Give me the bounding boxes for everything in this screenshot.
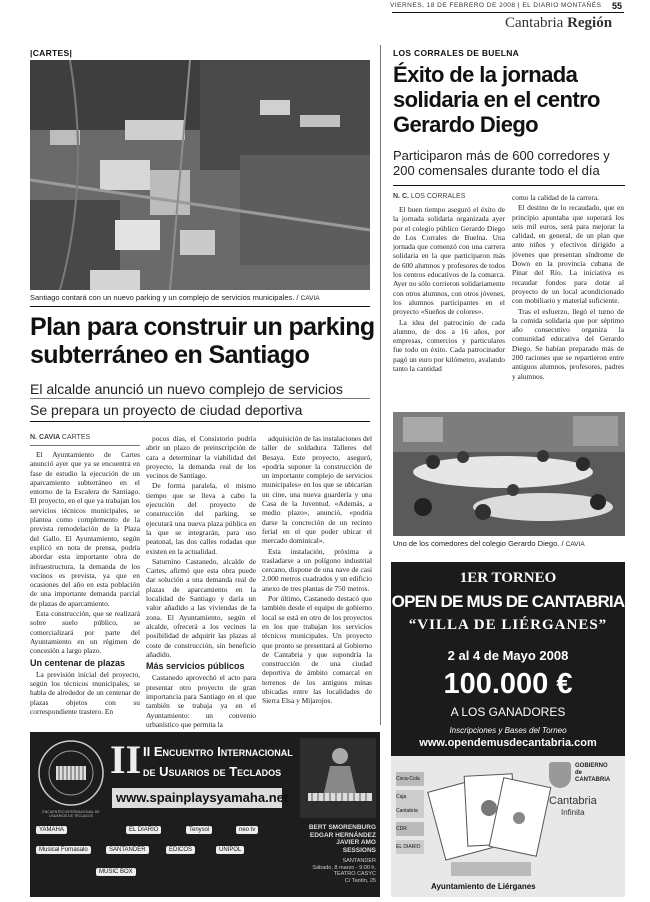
keyboard-meeting-ad[interactable] [30,732,380,897]
left-sub-rule [30,398,370,399]
encuentro-seal-badge [36,738,106,808]
left-subheadline-1: El alcalde anunció un nuevo complejo de servicios [30,381,343,397]
keyboard-artists: BERT SMORENBURG EDGAR HERNÁNDEZ JAVIER AMO SESSIONS [308,824,376,854]
left-byline-rule [30,445,140,446]
left-sub-rule-2 [30,421,370,422]
left-kicker: |CARTES| [30,48,73,58]
subhead-centenar: Un centenar de plazas [30,657,126,668]
mus-dates: 2 al 4 de Mayo 2008 [447,648,569,663]
sponsor-logo: Tenysol [186,826,212,834]
left-byline: N. CAVIA CARTES [30,434,91,441]
mus-registration: Inscripciones y Bases del Torneo [449,726,567,735]
sponsor-logo-grid [36,826,286,892]
mus-edition: 1ER TORNEO [459,570,557,586]
left-caption-rule [30,306,370,307]
paragraph: Tras el esfuerzo, llegó el turno de la comida solidaria que por séptimo año consecutivo organiza la comunidad educativa del Gerardo Diego. Se habían preparado más de 200 raciones que se repartieron entre antiguos alumnos, profesores, padres y alumnos. [512,306,624,381]
paragraph: De forma paralela, el mismo tiempo que se lleva a cabo la ejecución del proyecto de construcción del parking, se ejecutará una nueva plaza pública en la que se integrarán, para uso peatonal, las dos calles rodadas que existen en la actualidad. [146,481,256,556]
left-headline: Plan para construir un parking subterráneo en Santiago [30,313,375,369]
paragraph: El Ayuntamiento de Cartes anunció ayer que ya se encuentra en fase de estudio la ejecución de un aparcamiento subterráneo en el entorno de la Escalera de Santiago. El proyecto, en el que ya trabajan los servicios técnicos municipales, se plantea como complemento de la prevista remodelación de la Plaza del Gallo. El Ayuntamiento, según explicó en nota de prensa, podría abordar esta importante obra de infraestructura, la demanda de los vecinos es prevista, ya que en ocasiones del año en esta población de una importante demanda parcial de plazas de aparcamiento. [30,450,140,608]
right-col-1 [393,205,505,405]
playing-cards-illustration [431,770,551,885]
roman-two-numeral: II [110,737,142,782]
date-line: VIERNES, 18 DE FEBRERO DE 2008 | EL DIARIO MONTAÑÉS [390,2,602,9]
paragraph: Esta instalación, próxima a trasladarse a un polígono industrial cercano, dispone de una nave de casi 2.000 metros cuadrados y un edificio anexo de tres plantas de 750 metros. [262,546,372,593]
left-subheadline-2: Se prepara un proyecto de ciudad deportiva [30,402,303,418]
paragraph: El destino de lo recaudado, que en principio apuntaba que superará los seis mil euros, será para mejorar la calidad, en general, de un plan que ante niños y efectivos dirigido a jóvenes que presentan síndrome de Down en la provincia cubana de Pinar del Río. La iniciativa es recaudar fondos para dotar al proyecto de un local acondicionado con mobiliario y material suficiente. [512,203,624,306]
sponsor-logo: Musical Fornasalo [36,846,91,854]
mus-prize: 100.000 € [443,668,573,700]
keyboard-line-2: de Usuarios de Teclados [143,764,282,779]
right-photo-caption: Uno de los comedores del colegio Gerardo Diego. / CAVIA [393,539,585,548]
section-title-light: Cantabria [505,15,564,31]
left-col-3 [262,434,372,724]
sponsor-logo: EL DIARIO [126,826,161,834]
right-kicker: LOS CORRALES DE BUELNA [393,48,520,58]
right-headline: Éxito de la jornada solidaria en el centro Gerardo Diego [393,62,600,137]
mus-sponsor-column: Coca-Cola Caja Cantabria CDR EL DIARIO [396,772,424,854]
header-rule [392,12,624,13]
section-title-bold: Región [567,15,613,31]
keyboard-url[interactable]: www.spainplaysyamaha.net [116,790,289,805]
gov-label: GOBIERNO de CANTABRIA [575,763,611,783]
sponsor-logo: MUSIC BOX [96,868,136,876]
paragraph: pocos días, el Consistorio podría abrir un plazo de preinscripción de cara a determinar la viabilidad del proyecto, la demanda real de los vecinos de Santiago. [146,434,256,481]
paragraph: Esta construcción, que se realizará sobre suelo público, se comercializará por parte del Ayuntamiento en un régimen de concesión a largo plazo. [30,609,140,656]
sponsor-logo: SANTANDER [106,846,149,854]
paragraph: Saturnino Castanedo, alcalde de Cartes, afirmó que esta obra puede dar solución a una demanda real de plazas de aparcamiento en la localidad de Santiago y daría un valor añadido a las viviendas de la zona. El Ayuntamiento, según el alcalde, ofrecerá a los vecinos la posibilidad de adquirir las plazas al coste de construcción, sin beneficio añadido. [146,556,256,659]
cantabria-brand-2: Infinita [561,808,585,817]
mus-prize-sub: A LOS GANADORES [450,705,566,719]
dining-hall-photo [393,412,625,536]
mus-town: Ayuntamiento de Liérganes [431,882,536,891]
coat-of-arms-icon [549,762,571,788]
paragraph: La idea del patrocinio de cada alumno, de dos a 16 años, por empresas, comercios y particulares fue todo un éxito. Cada patrocinador pagó un euro por kilómetro, avalando tanto la cantidad [393,317,505,374]
right-byline: N. C. LOS CORRALES [393,193,466,200]
cantabria-brand: Cantabria [549,795,597,807]
pianist-illustration [300,738,376,818]
keyboard-line-1: II Encuentro Internacional [143,744,293,759]
column-divider [380,45,381,725]
left-col-1 [30,450,140,725]
mus-subtitle: “VILLA DE LIÉRGANES” [408,617,608,633]
left-photo-caption: Santiago contará con un nuevo parking y un complejo de servicios municipales. / CAVIA [30,293,320,302]
paragraph: Castanedo aprovechó el acto para presentar otro proyecto de gran importancia para Santiago en el que también se trabaja ya en el Ayuntamiento: un convenio urbanístico que permita la [146,673,256,729]
paragraph: adquisición de las instalaciones del taller de soldadura Talleres del Besaya. Este proyecto, aseguró, «podría suponer la construcción de un importante complejo de servicios municipales» en los que se ubicarían un cine, una nueva guardería y una Casa de la Juventud. «Además, a medio plazo», anunció, «podría darse la concreción de un recinto ferial en el que poder ubicar el mercado dominical». [262,434,372,546]
mus-tournament-ad[interactable] [391,562,625,897]
mus-url[interactable]: www.opendemusdecantabria.com [419,737,597,749]
page-number: 55 [612,1,623,11]
left-col-2 [146,434,256,729]
dining-hall-image [393,412,625,536]
paragraph: Por último, Castanedo destacó que también desde el equipo de gobierno local se está en otro de los proyectos en los que trabajan los servicios técnicos municipales. Un proyecto que pronto se presentará al Gobierno de Cantabria y que supondría la construcción de una ciudad deportiva de ámbito comarcal en terrenos de los antiguos minas ubicadas entre las localidades de Sierra Elsa y Mijarojos. [262,594,372,706]
section-title [505,15,612,32]
sponsor-logo: neo tv [236,826,258,834]
keyboard-venue: SANTANDER Sábado, 8 marzo - 9:00 h. TEATRO CASYC C/ Tantín, 25 [312,858,376,884]
paragraph: El buen tiempo aseguró el éxito de la jornada solidaria organizada ayer por el colegio público Gerardo Diego de Los Corrales de Buelna. Una jornada que comenzó con una carrera solidaria en la que participaron más de 600 alumnos y profesores de todos los centros educativos de la comarca. Ayer no sólo corrieron solidariamente con otros alumnos, con otros jóvenes, los alumnos participantes en el proyecto «Sueños de colores». [393,205,505,317]
aerial-town-photo [30,60,370,290]
right-subheadline: Participaron más de 600 corredores y 200 comensales durante todo el día [393,148,610,178]
sponsor-logo: YAMAHA [36,826,67,834]
paragraph: La previsión inicial del proyecto, según los técnicos municipales, se habla de alrededor de un centenar de plazas objetos con su correspondiente trastero. En [30,669,140,717]
sponsor-logo: EDICOS [166,846,195,854]
right-sub-rule [393,185,625,186]
mus-title: OPEN DE MUS DE CANTABRIA [391,592,625,611]
right-col-2 [512,193,624,405]
subhead-servicios: Más servicios públicos [146,661,245,672]
aerial-town-image [30,60,370,290]
paragraph: como la calidad de la carrera. [512,193,599,202]
sponsor-logo: UNIPOL [216,846,244,854]
seal-text: ENCUENTRO INTERNACIONAL DE USUARIOS DE TECLADOS [42,810,100,818]
